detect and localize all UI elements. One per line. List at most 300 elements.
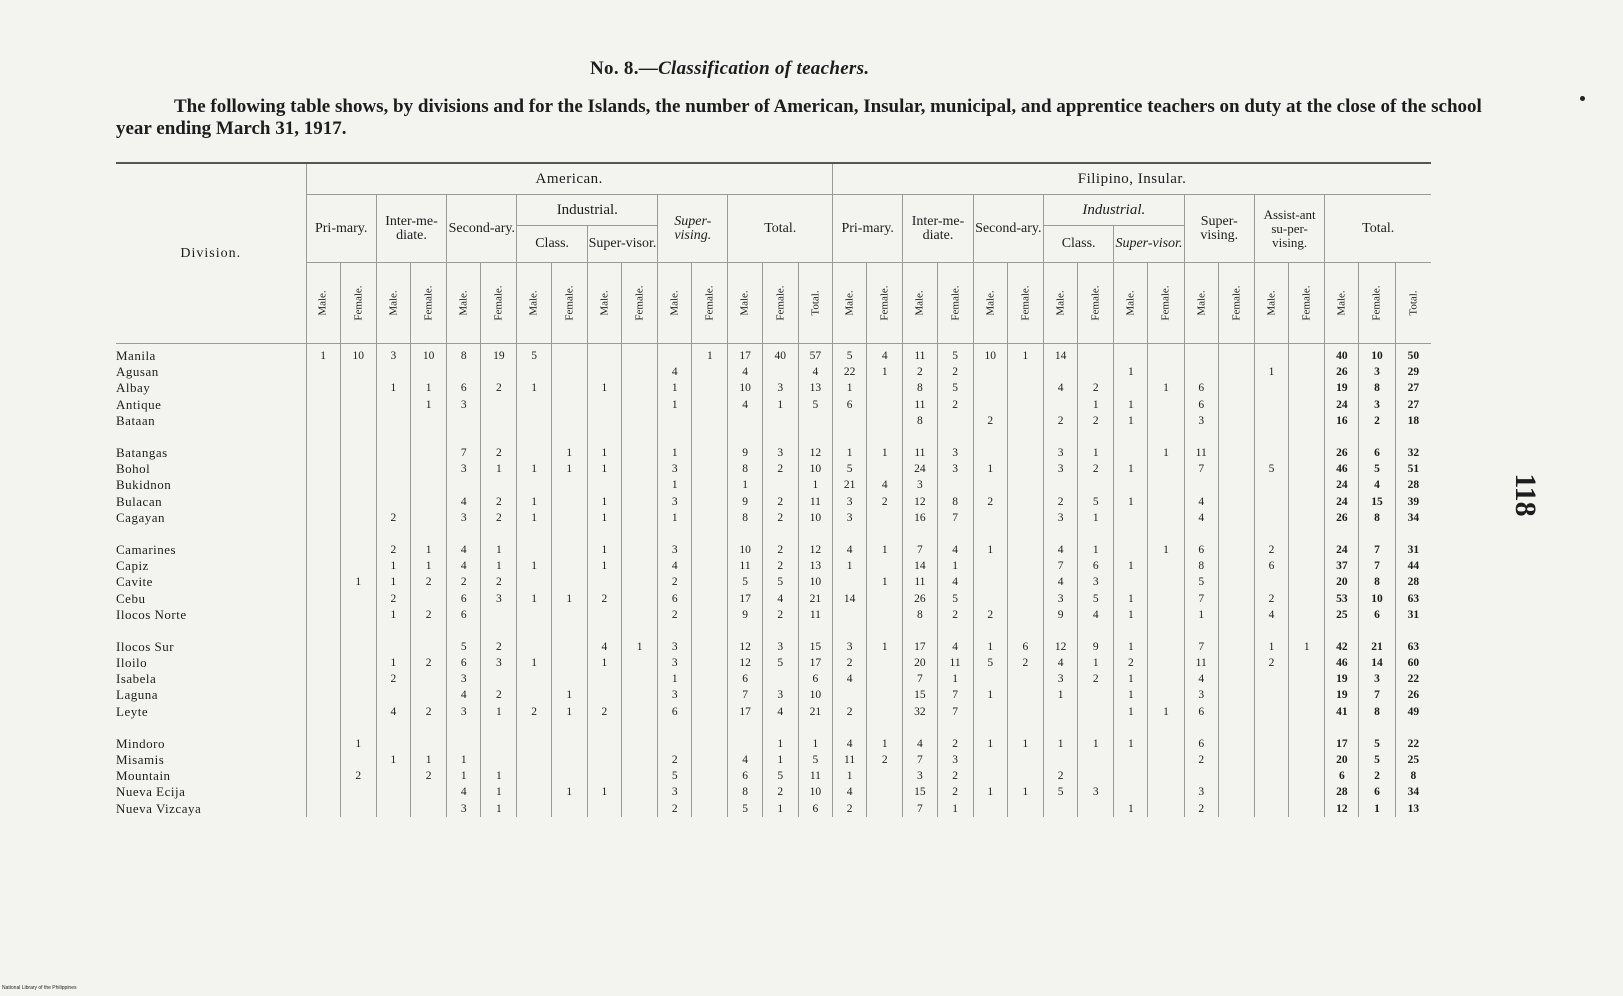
american-cell: 2 [762, 461, 798, 477]
american-cell [517, 736, 551, 752]
filipino-cell [1289, 510, 1325, 526]
filipino-cell: 5 [1254, 461, 1288, 477]
filipino-cell [973, 477, 1007, 493]
american-cell [376, 736, 410, 752]
spacer-cell [116, 429, 306, 445]
filipino-cell: 8 [1359, 574, 1395, 590]
am-female-header-9 [622, 263, 658, 344]
filipino-cell: 5 [1078, 494, 1114, 510]
filipino-cell: 7 [1043, 558, 1077, 574]
filipino-cell [867, 784, 903, 800]
american-cell: 6 [728, 671, 762, 687]
american-cell: 2 [481, 494, 517, 510]
filipino-cell [1218, 671, 1254, 687]
filipino-cell: 3 [903, 768, 937, 784]
filipino-cell: 1 [1114, 736, 1148, 752]
american-cell [551, 364, 587, 380]
filipino-cell: 11 [1184, 445, 1218, 461]
filipino-cell: 2 [903, 364, 937, 380]
filipino-cell: 28 [1325, 784, 1359, 800]
american-cell [447, 413, 481, 429]
filipino-cell: 31 [1395, 607, 1431, 623]
american-cell [340, 590, 376, 606]
fi-female-header-7 [1078, 263, 1114, 344]
sex-label: Male. [984, 290, 997, 316]
filipino-cell: 3 [832, 639, 866, 655]
table-title [590, 58, 869, 80]
american-cell: 1 [551, 687, 587, 703]
american-cell [306, 494, 340, 510]
american-cell: 5 [728, 801, 762, 817]
filipino-cell [867, 768, 903, 784]
filipino-cell: 5 [1359, 736, 1395, 752]
american-cell [622, 655, 658, 671]
american-cell: 4 [447, 784, 481, 800]
filipino-cell [1289, 558, 1325, 574]
filipino-cell: 3 [1184, 413, 1218, 429]
filipino-cell: 10 [1359, 344, 1395, 365]
filipino-cell: 8 [1395, 768, 1431, 784]
filipino-cell [1254, 494, 1288, 510]
filipino-cell: 7 [937, 704, 973, 720]
filipino-cell [1254, 445, 1288, 461]
american-cell: 1 [551, 445, 587, 461]
am-male-header-4 [447, 263, 481, 344]
filipino-cell: 2 [1007, 655, 1043, 671]
american-cell [306, 461, 340, 477]
teachers-table [116, 162, 1431, 817]
american-cell: 4 [798, 364, 832, 380]
filipino-cell [1254, 671, 1288, 687]
filipino-cell: 63 [1395, 590, 1431, 606]
filipino-cell: 19 [1325, 671, 1359, 687]
american-cell [306, 639, 340, 655]
american-cell: 1 [517, 558, 551, 574]
american-cell [692, 768, 728, 784]
fi-total-header-16 [1395, 263, 1431, 344]
spacer-cell [1254, 429, 1288, 445]
filipino-cell: 14 [832, 590, 866, 606]
filipino-cell [1184, 364, 1218, 380]
spacer-cell [728, 623, 762, 639]
filipino-cell [1289, 397, 1325, 413]
sex-label: Male. [739, 290, 752, 316]
american-cell [551, 397, 587, 413]
filipino-cell: 1 [867, 736, 903, 752]
filipino-cell: 1 [1114, 494, 1148, 510]
spacer-cell [692, 720, 728, 736]
american-cell: 3 [481, 590, 517, 606]
american-cell [517, 784, 551, 800]
american-cell: 10 [340, 344, 376, 365]
filipino-cell [1218, 607, 1254, 623]
american-cell [481, 397, 517, 413]
filipino-cell: 3 [832, 494, 866, 510]
spacer-cell [587, 720, 621, 736]
filipino-cell: 42 [1325, 639, 1359, 655]
sex-label: Female. [1300, 285, 1313, 321]
spacer-cell [1218, 720, 1254, 736]
filipino-cell [1043, 397, 1077, 413]
american-cell [306, 477, 340, 493]
american-cell [728, 736, 762, 752]
american-cell: 4 [728, 752, 762, 768]
filipino-cell [1218, 558, 1254, 574]
american-cell [340, 477, 376, 493]
filipino-cell: 8 [903, 607, 937, 623]
filipino-cell [1218, 639, 1254, 655]
filipino-cell [1254, 510, 1288, 526]
filipino-cell: 20 [1325, 574, 1359, 590]
spacer-cell [1148, 623, 1184, 639]
american-cell: 57 [798, 344, 832, 365]
filipino-cell [1078, 364, 1114, 380]
american-cell [692, 461, 728, 477]
american-cell: 6 [728, 768, 762, 784]
sex-label: Female. [1089, 285, 1102, 321]
filipino-cell [1254, 380, 1288, 396]
spacer-cell [587, 623, 621, 639]
filipino-cell: 3 [1043, 671, 1077, 687]
filipino-cell [1007, 558, 1043, 574]
filipino-cell [1114, 768, 1148, 784]
filipino-cell: 4 [1184, 494, 1218, 510]
filipino-cell: 1 [973, 542, 1007, 558]
american-cell: 4 [762, 704, 798, 720]
american-cell [306, 752, 340, 768]
fi-male-header-4 [973, 263, 1007, 344]
filipino-cell: 1 [1114, 364, 1148, 380]
filipino-cell [1218, 655, 1254, 671]
american-cell [622, 461, 658, 477]
filipino-cell: 1 [1114, 558, 1148, 574]
american-cell [692, 784, 728, 800]
american-cell [692, 671, 728, 687]
filipino-cell [1148, 364, 1184, 380]
filipino-cell [973, 704, 1007, 720]
american-cell: 5 [517, 344, 551, 365]
american-cell [306, 397, 340, 413]
spacer-cell [1325, 720, 1359, 736]
table-row [116, 558, 1431, 574]
filipino-cell: 3 [1043, 590, 1077, 606]
american-cell [517, 687, 551, 703]
filipino-cell: 1 [1078, 736, 1114, 752]
spacer-cell [1359, 623, 1395, 639]
spacer-cell [1043, 623, 1077, 639]
filipino-cell [1148, 671, 1184, 687]
american-cell: 2 [762, 510, 798, 526]
spacer-cell [587, 429, 621, 445]
american-cell: 1 [411, 380, 447, 396]
filipino-cell [973, 510, 1007, 526]
filipino-cell: 1 [1114, 671, 1148, 687]
american-cell: 3 [658, 639, 692, 655]
filipino-cell: 8 [937, 494, 973, 510]
american-cell: 1 [762, 397, 798, 413]
american-cell: 1 [587, 510, 621, 526]
filipino-cell: 2 [1078, 461, 1114, 477]
american-cell: 4 [658, 364, 692, 380]
american-cell: 1 [587, 461, 621, 477]
spacer-cell [1043, 720, 1077, 736]
filipino-cell [867, 510, 903, 526]
filipino-cell: 1 [1043, 687, 1077, 703]
american-cell [517, 752, 551, 768]
filipino-cell: 17 [1325, 736, 1359, 752]
filipino-cell: 2 [832, 704, 866, 720]
american-cell [622, 590, 658, 606]
filipino-cell [1218, 397, 1254, 413]
american-cell [587, 687, 621, 703]
american-cell: 6 [658, 590, 692, 606]
american-cell [306, 687, 340, 703]
filipino-cell [1254, 413, 1288, 429]
filipino-cell: 1 [832, 768, 866, 784]
sex-label: Female. [703, 285, 716, 321]
american-cell: 2 [762, 542, 798, 558]
division-header: Division. [116, 163, 306, 344]
fi-male-header-10 [1184, 263, 1218, 344]
american-cell: 6 [447, 607, 481, 623]
filipino-cell [1114, 574, 1148, 590]
filipino-cell [867, 801, 903, 817]
american-cell: 17 [728, 704, 762, 720]
filipino-cell [1289, 736, 1325, 752]
filipino-cell: 3 [1043, 461, 1077, 477]
american-cell [376, 768, 410, 784]
american-cell: 1 [376, 574, 410, 590]
american-cell: 2 [376, 590, 410, 606]
fi-female-header-5 [1007, 263, 1043, 344]
filipino-cell [1148, 736, 1184, 752]
spacer-cell [1114, 526, 1148, 542]
filipino-cell [1043, 477, 1077, 493]
filipino-cell: 2 [937, 364, 973, 380]
american-cell [517, 413, 551, 429]
spacer-cell [867, 526, 903, 542]
fi-female-header-9 [1148, 263, 1184, 344]
american-cell: 1 [587, 655, 621, 671]
american-cell: 1 [587, 445, 621, 461]
am-female-header-3 [411, 263, 447, 344]
filipino-cell [1078, 687, 1114, 703]
filipino-cell [1148, 639, 1184, 655]
american-cell [411, 445, 447, 461]
filipino-cell: 6 [1359, 784, 1395, 800]
fi-female-header-3 [937, 263, 973, 344]
filipino-cell [1289, 671, 1325, 687]
filipino-cell [1007, 397, 1043, 413]
spacer-cell [447, 720, 481, 736]
am-supervising-header: Super-vising. [658, 195, 728, 263]
filipino-cell: 1 [1184, 607, 1218, 623]
spacer-cell [692, 623, 728, 639]
filipino-cell [1007, 477, 1043, 493]
american-cell [692, 510, 728, 526]
filipino-cell: 2 [1254, 655, 1288, 671]
sex-label: Female. [1230, 285, 1243, 321]
filipino-cell: 7 [937, 687, 973, 703]
filipino-cell: 8 [1184, 558, 1218, 574]
american-cell: 9 [728, 607, 762, 623]
division-name: Bukidnon [116, 477, 172, 493]
american-cell [762, 671, 798, 687]
filipino-cell [1007, 768, 1043, 784]
spacer-cell [517, 720, 551, 736]
filipino-cell: 1 [1007, 784, 1043, 800]
am-class-header: Class. [517, 226, 587, 263]
american-cell: 1 [481, 542, 517, 558]
spacer-cell [903, 526, 937, 542]
filipino-cell [1007, 413, 1043, 429]
filipino-cell: 8 [903, 380, 937, 396]
american-cell: 19 [481, 344, 517, 365]
filipino-cell: 5 [937, 590, 973, 606]
filipino-cell: 1 [1007, 344, 1043, 365]
american-cell [762, 477, 798, 493]
american-cell [340, 413, 376, 429]
filipino-cell: 11 [937, 655, 973, 671]
american-cell: 1 [551, 704, 587, 720]
filipino-cell [1289, 461, 1325, 477]
filipino-cell: 46 [1325, 461, 1359, 477]
filipino-cell: 26 [1325, 510, 1359, 526]
spacer-cell [447, 429, 481, 445]
spacer-cell [1254, 623, 1288, 639]
filipino-cell: 2 [1254, 542, 1288, 558]
american-cell [340, 542, 376, 558]
american-cell: 4 [447, 687, 481, 703]
filipino-cell [1043, 704, 1077, 720]
filipino-cell: 1 [1078, 510, 1114, 526]
filipino-cell: 3 [1078, 784, 1114, 800]
division-name: Agusan [116, 364, 159, 380]
am-industrial-header: Industrial. [517, 195, 658, 226]
sex-label: Female. [1160, 285, 1173, 321]
filipino-cell: 7 [1184, 461, 1218, 477]
american-cell [692, 380, 728, 396]
filipino-cell: 3 [1043, 510, 1077, 526]
american-cell [411, 687, 447, 703]
american-cell: 5 [447, 639, 481, 655]
american-cell: 3 [658, 687, 692, 703]
spacer-cell [116, 720, 306, 736]
american-cell: 1 [306, 344, 340, 365]
filipino-cell: 32 [1395, 445, 1431, 461]
sex-label: Female. [774, 285, 787, 321]
filipino-cell [1148, 461, 1184, 477]
american-cell [376, 477, 410, 493]
filipino-cell: 1 [1114, 687, 1148, 703]
division-name: Ilocos Norte [116, 606, 187, 622]
american-cell [340, 510, 376, 526]
filipino-cell [1007, 461, 1043, 477]
division-name: Nueva Vizcaya [116, 800, 202, 816]
american-cell: 1 [517, 510, 551, 526]
filipino-cell: 6 [1359, 445, 1395, 461]
ink-dot [1580, 96, 1585, 101]
spacer-cell [306, 720, 340, 736]
filipino-cell: 1 [1148, 542, 1184, 558]
american-cell: 5 [762, 574, 798, 590]
filipino-cell: 5 [1359, 461, 1395, 477]
division-name: Cavite [116, 574, 153, 590]
spacer-cell [728, 720, 762, 736]
american-cell [481, 607, 517, 623]
american-cell: 3 [447, 801, 481, 817]
american-cell [306, 364, 340, 380]
filipino-cell: 5 [832, 344, 866, 365]
fi-assistant-header: Assist-ant su-per-vising. [1254, 195, 1324, 263]
american-cell [622, 510, 658, 526]
american-cell: 4 [447, 494, 481, 510]
spacer-cell [587, 526, 621, 542]
fi-secondary-header: Second-ary. [973, 195, 1043, 263]
filipino-cell: 51 [1395, 461, 1431, 477]
sex-label: Female. [878, 285, 891, 321]
filipino-cell: 10 [973, 344, 1007, 365]
filipino-cell: 3 [1359, 364, 1395, 380]
spacer-cell [517, 526, 551, 542]
filipino-cell [1007, 607, 1043, 623]
american-cell [692, 574, 728, 590]
filipino-cell [1007, 380, 1043, 396]
american-cell: 3 [447, 704, 481, 720]
american-cell [622, 607, 658, 623]
filipino-cell [867, 655, 903, 671]
filipino-cell [1148, 655, 1184, 671]
american-cell [411, 364, 447, 380]
american-cell [587, 344, 621, 365]
american-cell [517, 364, 551, 380]
filipino-cell: 40 [1325, 344, 1359, 365]
american-cell [517, 445, 551, 461]
american-cell: 6 [447, 380, 481, 396]
filipino-cell [832, 607, 866, 623]
american-cell: 1 [340, 736, 376, 752]
filipino-cell: 2 [1184, 801, 1218, 817]
table-row [116, 542, 1431, 558]
american-cell: 3 [447, 397, 481, 413]
american-cell: 10 [798, 687, 832, 703]
fi-female-header-11 [1218, 263, 1254, 344]
filipino-cell: 4 [903, 736, 937, 752]
sex-label: Male. [1265, 290, 1278, 316]
table-row [116, 655, 1431, 671]
american-cell: 10 [728, 542, 762, 558]
spacer-cell [551, 429, 587, 445]
american-cell: 2 [411, 607, 447, 623]
filipino-cell [1148, 801, 1184, 817]
american-cell: 1 [517, 655, 551, 671]
filipino-cell: 1 [1114, 639, 1148, 655]
american-cell [587, 477, 621, 493]
division-name: Misamis [116, 752, 165, 768]
filipino-cell: 11 [903, 445, 937, 461]
american-cell: 21 [798, 704, 832, 720]
american-cell: 4 [447, 558, 481, 574]
table-row [116, 344, 1431, 365]
american-cell: 1 [551, 590, 587, 606]
am-female-header-13 [762, 263, 798, 344]
filipino-cell [1218, 784, 1254, 800]
american-cell: 6 [798, 801, 832, 817]
filipino-cell: 2 [937, 784, 973, 800]
spacer-cell [447, 526, 481, 542]
american-cell [692, 494, 728, 510]
spacer-cell [1148, 720, 1184, 736]
